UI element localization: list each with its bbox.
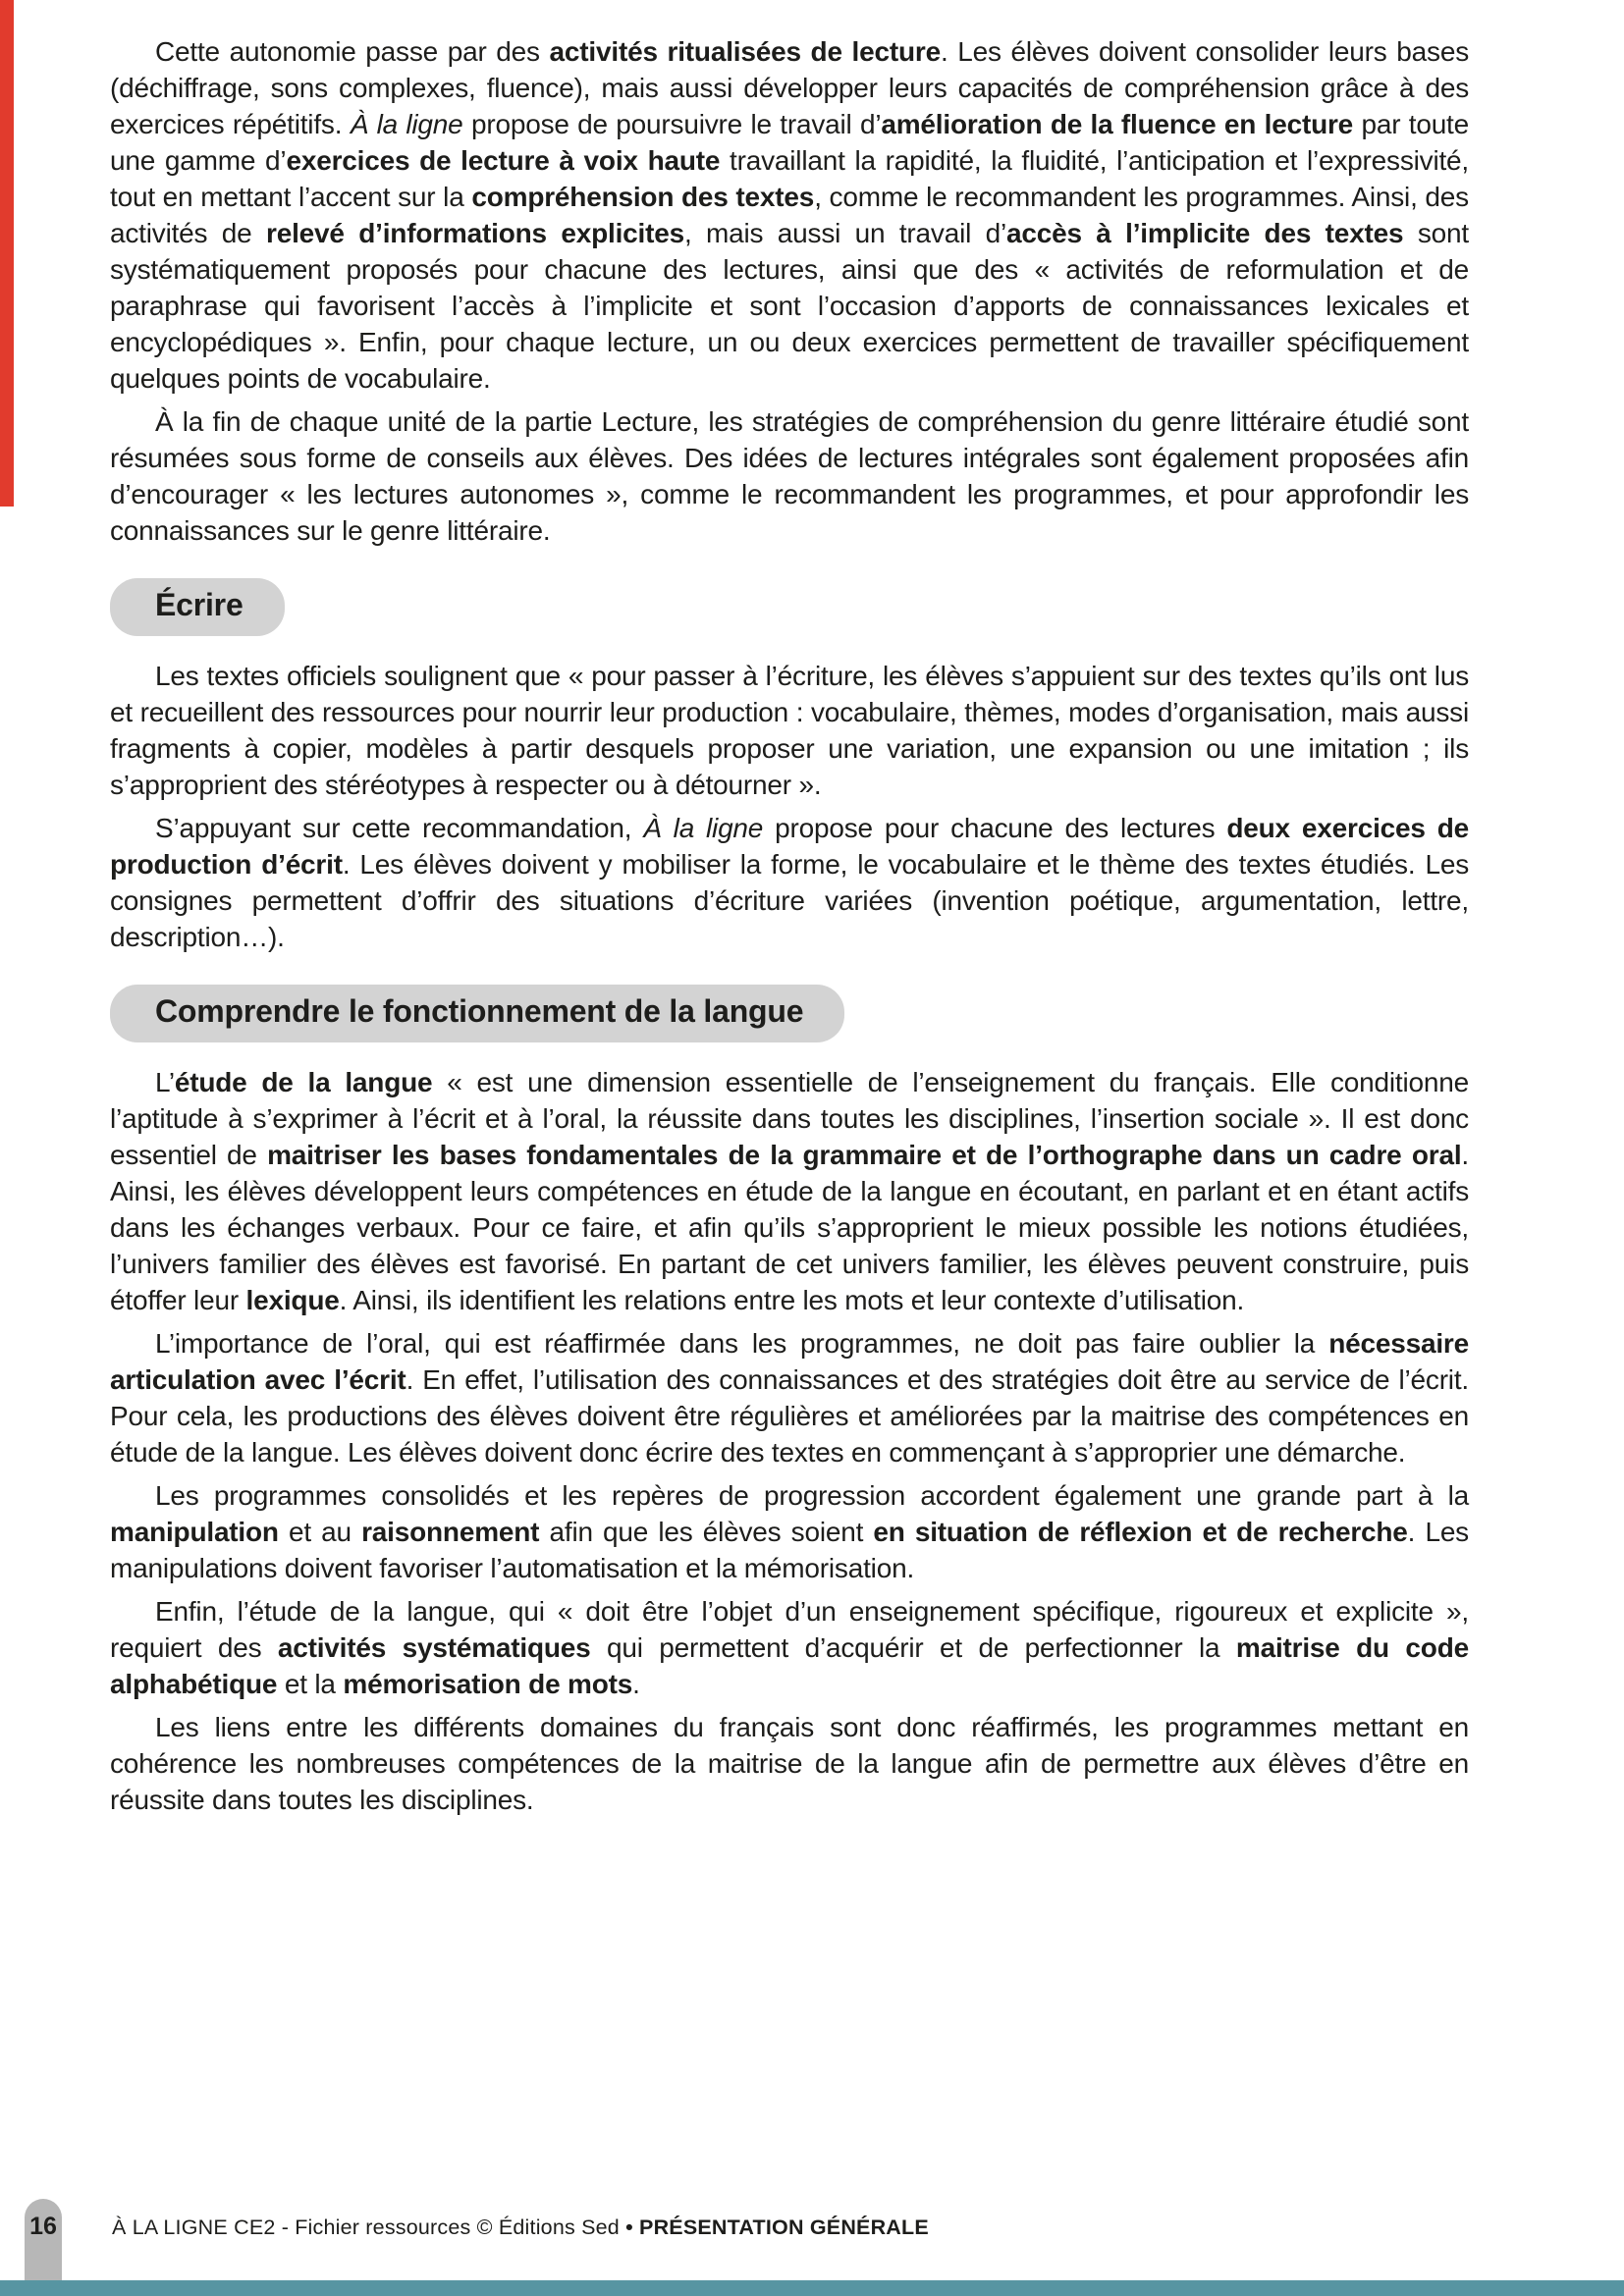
text-segment-normal: propose de poursuivre le travail d’: [462, 109, 882, 139]
text-segment-italic: À la ligne: [350, 109, 463, 139]
text-segment-normal: . Les manipulations doivent favoriser l’automatisation et la mémorisation.: [110, 1517, 1469, 1583]
text-segment-bold: compréhension des textes: [471, 182, 815, 212]
text-segment-normal: travaillant la rapidité, la fluidité, l’anticipation et l’expressivité, tout en mettant l’accent sur la: [110, 145, 1469, 212]
text-segment-bold: activités systématiques: [277, 1632, 591, 1663]
text-segment-normal: propose pour chacune des lectures: [763, 813, 1227, 843]
text-segment-bold: amélioration de la fluence en lecture: [881, 109, 1354, 139]
text-segment-bold: lexique: [245, 1285, 340, 1315]
paragraph-8: [110, 1593, 1469, 1702]
text-segment-normal: , mais aussi un travail d’: [683, 218, 1006, 248]
text-segment-bold: accès à l’implicite des textes: [1005, 218, 1404, 248]
paragraph-4: [110, 810, 1469, 955]
text-segment-normal: . Ainsi, ils identifient les relations entre les mots et leur contexte d’utilisation.: [339, 1285, 1245, 1315]
text-segment-normal: L’importance de l’oral, qui est réaffirmée dans les programmes, ne doit pas faire oublier la: [155, 1328, 1329, 1359]
text-segment-normal: sont systématiquement proposés pour chacune des lectures, ainsi que des « activités de reformulation et de paraphrase qui favorisent l’accès à l’implicite et sont l’occasion d’apports de connaissances lexicales et encyclopédiques ». Enfin, pour chaque lecture, un ou deux exercices permettent de travailler spécifiquement quelques points de vocabulaire.: [110, 218, 1469, 394]
text-segment-bold: relevé d’informations explicites: [266, 218, 684, 248]
text-segment-bold: en situation de réflexion et de recherche: [873, 1517, 1408, 1547]
bottom-color-bar: [0, 2280, 1624, 2296]
footer-section-label: • PRÉSENTATION GÉNÉRALE: [625, 2216, 929, 2239]
section-heading-ecrire: Écrire: [110, 578, 285, 636]
text-segment-bold: exercices de lecture à voix haute: [286, 145, 721, 176]
text-segment-normal: Les textes officiels soulignent que « pour passer à l’écriture, les élèves s’appuient sur des textes qu’ils ont lus et recueillent des ressources pour nourrir leur production : vocabulaire, thèmes, modes d’organisation, mais aussi fragments à copier, modèles à partir desquels proposer une variation, une expansion ou une imitation ; ils s’approprient des stéréotypes à respecter ou à détourner ».: [110, 661, 1469, 800]
text-segment-normal: qui permettent d’acquérir et de perfectionner la: [590, 1632, 1236, 1663]
text-segment-normal: « est une dimension essentielle de l’enseignement du français. Elle conditionne l’aptitude à s’exprimer à l’écrit et à l’oral, la réussite dans toutes les disciplines, l’insertion sociale ». Il est donc essentiel de: [110, 1067, 1469, 1170]
text-segment-normal: . Les élèves doivent y mobiliser la forme, le vocabulaire et le thème des textes étudiés. Les consignes permettent d’offrir des situations d’écriture variées (invention poétique, argumentation, lettre, description…).: [110, 849, 1469, 952]
paragraph-5: [110, 1064, 1469, 1318]
text-segment-normal: L’: [155, 1067, 175, 1097]
text-segment-normal: et au: [278, 1517, 362, 1547]
text-segment-bold: maitrise du code alphabétique: [110, 1632, 1469, 1699]
text-segment-normal: Les liens entre les différents domaines du français sont donc réaffirmés, les programmes mettant en cohérence les nombreuses compétences de la maitrise de la langue afin de permettre aux élèves d’être en réussite dans toutes les disciplines.: [110, 1712, 1469, 1815]
text-segment-normal: afin que les élèves soient: [539, 1517, 874, 1547]
heading-row-ecrire: [110, 578, 1469, 636]
text-segment-bold: activités ritualisées de lecture: [549, 36, 941, 67]
text-segment-normal: .: [632, 1669, 640, 1699]
page-number: 16: [29, 2213, 57, 2240]
paragraph-6: [110, 1325, 1469, 1470]
text-segment-normal: Les programmes consolidés et les repères de progression accordent également une grande part à la: [155, 1480, 1469, 1511]
text-segment-normal: . En effet, l’utilisation des connaissances et des stratégies doit être au service de l’écrit. Pour cela, les productions des élèves doivent être régulières et améliorées par la maitrise des compétences en étude de la langue. Les élèves doivent donc écrire des textes en commençant à s’approprier une démarche.: [110, 1364, 1469, 1468]
text-segment-italic: À la ligne: [643, 813, 764, 843]
text-segment-normal: , comme le recommandent les programmes. Ainsi, des activités de: [110, 182, 1469, 248]
text-segment-normal: À la fin de chaque unité de la partie Lecture, les stratégies de compréhension du genre littéraire étudié sont résumées sous forme de conseils aux élèves. Des idées de lectures intégrales sont également proposées afin d’encourager « les lectures autonomes », comme le recommandent les programmes, et pour approfondir les connaissances sur le genre littéraire.: [110, 406, 1469, 546]
paragraph-3: [110, 658, 1469, 803]
text-segment-bold: maitriser les bases fondamentales de la grammaire et de l’orthographe dans un cadre oral: [267, 1140, 1462, 1170]
text-segment-bold: raisonnement: [361, 1517, 540, 1547]
text-segment-bold: deux exercices de production d’écrit: [110, 813, 1469, 880]
paragraph-1: [110, 33, 1469, 397]
text-segment-bold: nécessaire articulation avec l’écrit: [110, 1328, 1469, 1395]
text-segment-bold: manipulation: [110, 1517, 279, 1547]
text-segment-bold: mémorisation de mots: [343, 1669, 633, 1699]
text-segment-normal: . Les élèves doivent consolider leurs bases (déchiffrage, sons complexes, fluence), mais aussi développer leurs capacités de compréhension grâce à des exercices répétitifs.: [110, 36, 1469, 139]
text-segment-normal: Enfin, l’étude de la langue, qui « doit être l’objet d’un enseignement spécifique, rigoureux et explicite », requiert des: [110, 1596, 1469, 1663]
heading-row-comprendre: [110, 985, 1469, 1042]
section-edge-strip: [0, 0, 14, 507]
footer-book-title: À LA LIGNE CE2 - Fichier ressources © Éditions Sed: [112, 2216, 626, 2239]
text-segment-normal: et la: [277, 1669, 344, 1699]
text-segment-normal: Cette autonomie passe par des: [155, 36, 550, 67]
text-segment-normal: par toute une gamme d’: [110, 109, 1470, 176]
paragraph-7: [110, 1477, 1469, 1586]
paragraph-9: [110, 1709, 1469, 1818]
text-segment-normal: . Ainsi, les élèves développent leurs compétences en étude de la langue en écoutant, en parlant et en étant actifs dans les échanges verbaux. Pour ce faire, et afin qu’ils s’approprient le mieux possible les notions étudiées, l’univers familier des élèves est favorisé. En partant de cet univers familier, les élèves peuvent construire, puis étoffer leur: [110, 1140, 1469, 1315]
footer: [112, 2216, 929, 2240]
paragraph-2: [110, 403, 1469, 549]
section-heading-comprendre-la-langue: Comprendre le fonctionnement de la langue: [110, 985, 844, 1042]
text-segment-bold: étude de la langue: [174, 1067, 433, 1097]
text-segment-normal: S’appuyant sur cette recommandation,: [155, 813, 644, 843]
page-body: [110, 33, 1469, 1825]
